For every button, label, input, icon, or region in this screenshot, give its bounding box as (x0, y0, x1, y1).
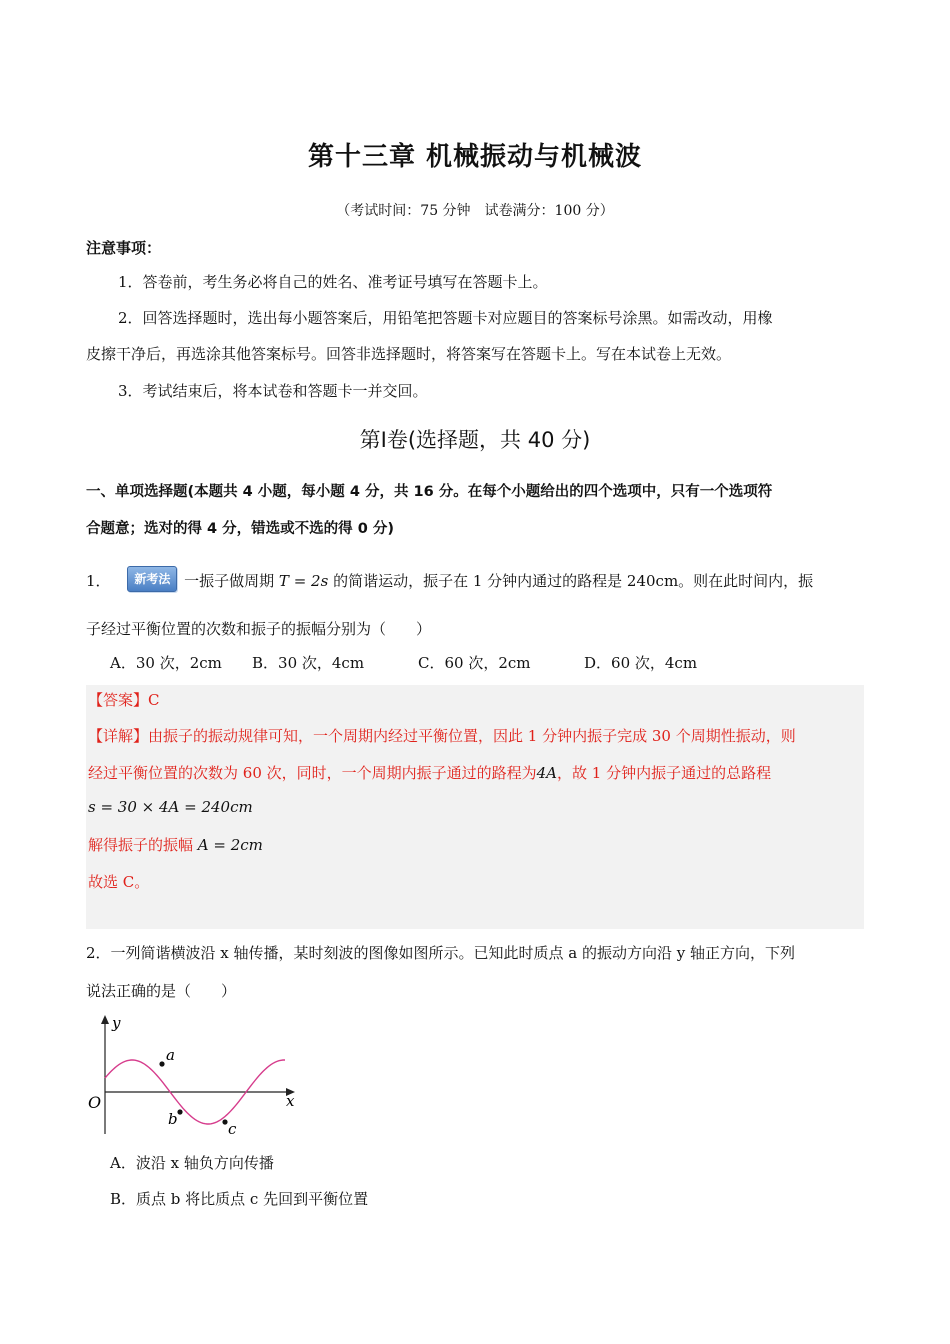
page-title: 第十三章 机械振动与机械波 (307, 142, 643, 172)
new-method-badge: 新考法 (127, 566, 177, 592)
x-axis-label: x (286, 1092, 295, 1110)
explanation-equation: s = 30 × 4A = 240cm (88, 798, 253, 816)
notes-item-2-line-2: 皮擦干净后，再选涂其他答案标号。回答非选择题时，将答案写在答题卡上。写在本试卷上无效。 (86, 345, 732, 363)
notes-item-3: 3．考试结束后，将本试卷和答题卡一并交回。 (118, 382, 428, 400)
question-2-line-1: 2．一列简谐横波沿 x 轴传播，某时刻波的图像如图所示。已知此时质点 a 的振动方向沿 y 轴正方向，下列 (86, 944, 796, 962)
wave-diagram (80, 1012, 310, 1142)
explanation-line-1: 【详解】由振子的振动规律可知，一个周期内经过平衡位置，因此 1 分钟内振子完成 30 个周期性振动，则 (88, 727, 796, 745)
notes-item-1: 1．答卷前，考生务必将自己的姓名、准考证号填写在答题卡上。 (118, 273, 548, 291)
question-1-line-1 (86, 566, 813, 598)
explanation-line-4a: 解得振子的振幅 (88, 836, 194, 854)
section-title: 第Ⅰ卷(选择题，共 40 分) (359, 428, 591, 452)
part1-instructions-line-1: 一、单项选择题(本题共 4 小题，每小题 4 分，共 16 分。在每个小题给出的四个选项中，只有一个选项符 (86, 484, 773, 500)
question-2-option-b[interactable]: B．质点 b 将比质点 c 先回到平衡位置 (110, 1190, 369, 1208)
explanation-line-2a: 经过平衡位置的次数为 60 次，同时，一个周期内振子通过的路程为 (88, 764, 537, 782)
point-c (222, 1119, 227, 1124)
question-2-option-a[interactable]: A．波沿 x 轴负方向传播 (110, 1154, 274, 1172)
y-axis-arrow-icon (101, 1015, 109, 1024)
question-1-number: 1． (86, 572, 111, 590)
point-b-label: b (168, 1110, 178, 1128)
explanation-line-4 (88, 835, 263, 855)
notes-heading: 注意事项： (86, 239, 162, 257)
y-axis-label: y (112, 1014, 121, 1032)
explanation-conclusion: 故选 C。 (88, 873, 150, 891)
origin-label: O (88, 1093, 102, 1112)
question-1-option-a[interactable]: A．30 次，2cm (110, 654, 222, 672)
amplitude-result: A = 2cm (197, 836, 263, 854)
notes-item-2-line-1: 2．回答选择题时，选出每小题答案后，用铅笔把答题卡对应题目的答案标号涂黑。如需改动，用橡 (118, 309, 773, 327)
explanation-line-2 (88, 763, 771, 783)
question-1-text-b: 的简谐运动，振子在 1 分钟内通过的路程是 240cm。则在此时间内，振 (333, 572, 814, 590)
answer-label: 【答案】C (88, 691, 160, 709)
question-2-line-2: 说法正确的是（ ） (86, 982, 237, 1000)
question-1-line-2: 子经过平衡位置的次数和振子的振幅分别为（ ） (86, 620, 432, 638)
explanation-line-2b: ，故 1 分钟内振子通过的总路程 (557, 764, 772, 782)
explanation-formula-4a: 4A (536, 764, 558, 782)
question-1-option-c[interactable]: C．60 次，2cm (418, 654, 531, 672)
question-1-text-a: 一振子做周期 (184, 572, 275, 590)
point-a-label: a (166, 1046, 175, 1064)
exam-info: （考试时间：75 分钟 试卷满分：100 分） (336, 203, 614, 219)
point-b (177, 1109, 182, 1114)
question-1-option-d[interactable]: D．60 次，4cm (584, 654, 698, 672)
question-1-option-b[interactable]: B．30 次，4cm (252, 654, 365, 672)
part1-instructions-line-2: 合题意；选对的得 4 分，错选或不选的得 0 分) (86, 521, 394, 537)
point-c-label: c (228, 1120, 237, 1138)
point-a (159, 1061, 164, 1066)
period-formula: T = 2s (278, 572, 329, 590)
